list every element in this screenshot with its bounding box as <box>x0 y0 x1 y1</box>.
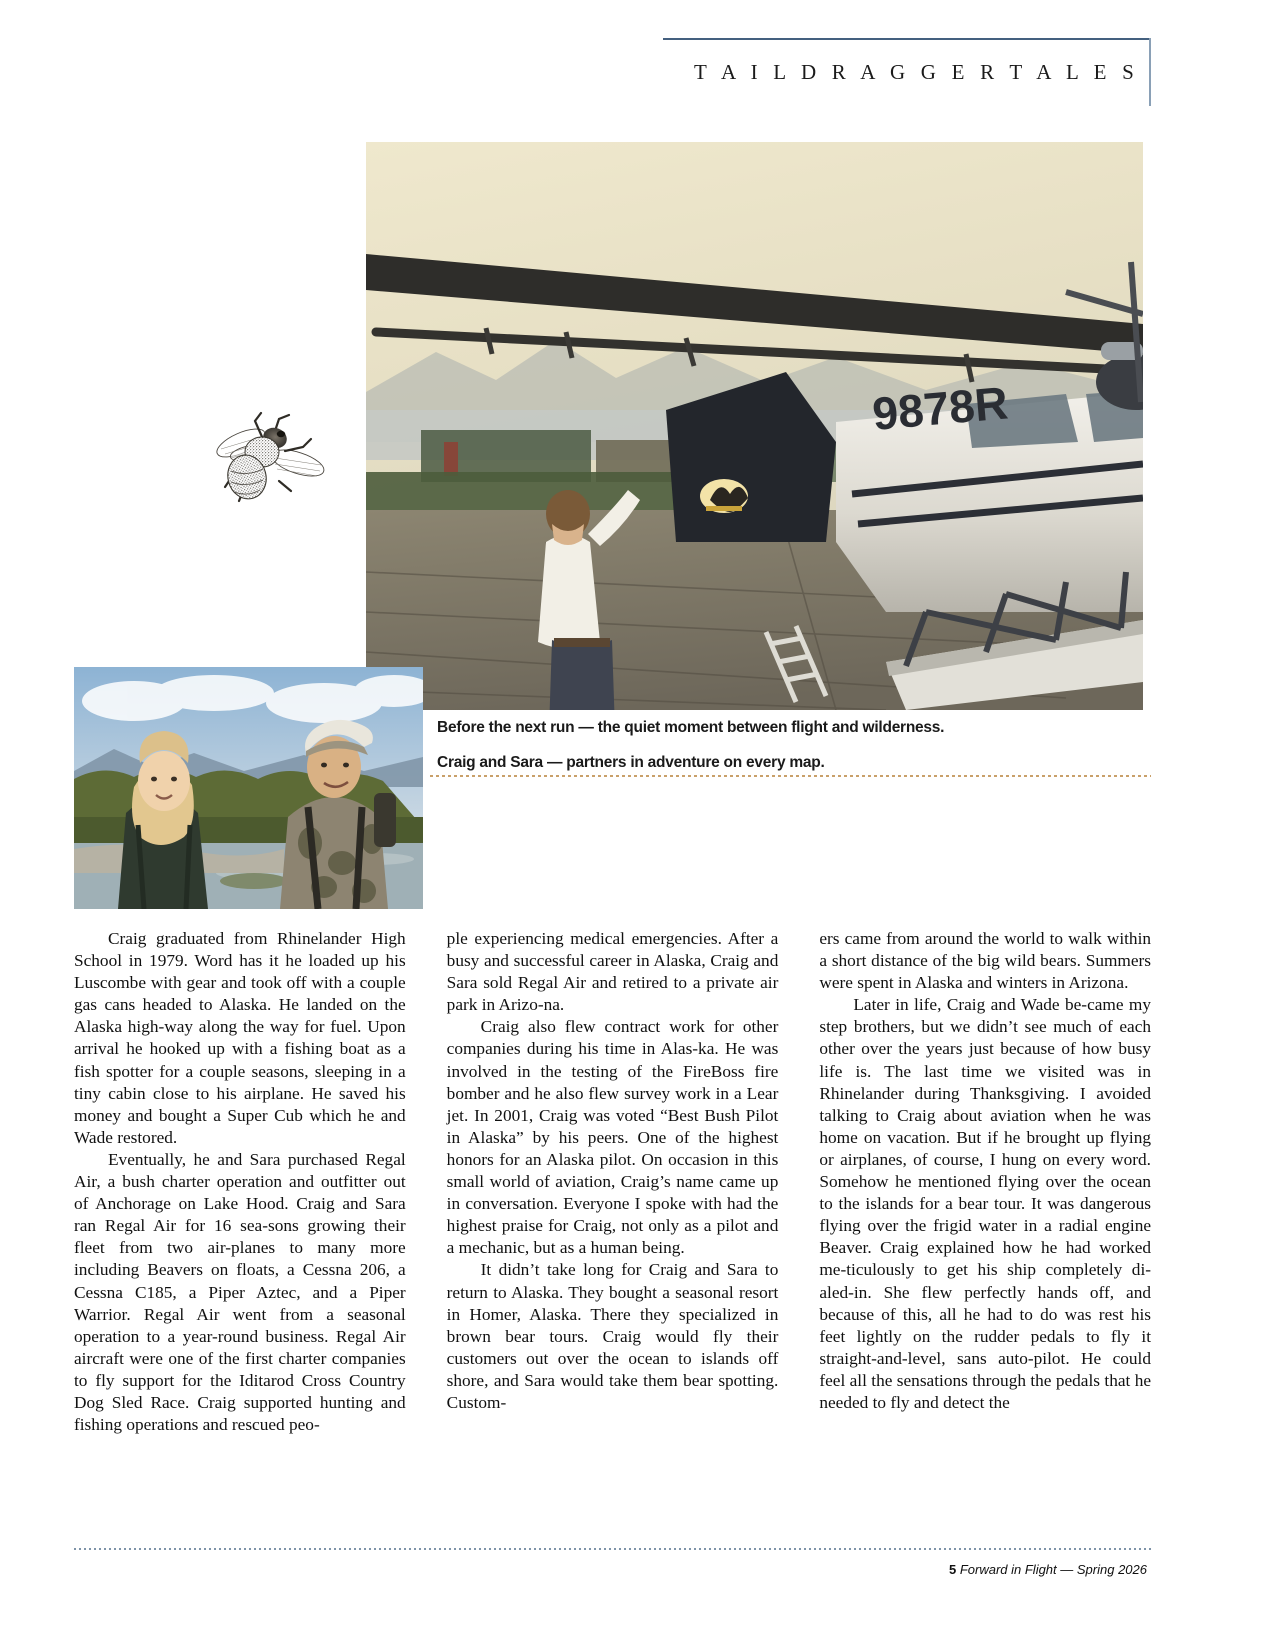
header-vertical-rule <box>1149 38 1151 106</box>
couple-photo <box>74 667 423 909</box>
caption-couple: Craig and Sara — partners in adventure on every map. <box>437 754 825 771</box>
paragraph: Craig graduated from Rhinelander High School in 1979. Word has it he loaded up his Luscombe with gear and took off with a couple gas cans headed to Alaska. He landed on the Alaska high-way along the way for fuel. Upon arrival he hooked up with a fishing boat as a fish spotter for a couple seasons, sleeping in a tiny cabin close to his airplane. He saved his money and bought a Super Cub which he and Wade restored. <box>74 929 406 1147</box>
publication-name: Forward in Flight — Spring 2026 <box>959 1562 1147 1577</box>
body-column-1 <box>74 928 406 1458</box>
body-column-3 <box>819 928 1151 1458</box>
caption-floatplane: Before the next run — the quiet moment between flight and wilderness. <box>437 719 945 736</box>
footer-dotted-rule <box>74 1548 1151 1550</box>
article-body <box>74 928 1151 1458</box>
body-column-2 <box>447 928 779 1458</box>
paragraph: Craig also flew contract work for other companies during his time in Alas-ka. He was involved in the testing of the FireBoss fire bomber and he also flew survey work in a Lear jet. In 2001, Craig was voted “Best Bush Pilot in Alaska” by his peers. One of the highest honors for an Alaska pilot. On occasion in this small world of aviation, Craig’s name came up in conversation. Everyone I spoke with had the highest praise for Craig, not only as a pilot and a mechanic, but as a human being. <box>446 1017 779 1258</box>
paragraph: ers came from around the world to walk within a short distance of the big wild bears. Summers were spent in Alaska and winters in Arizona. <box>819 929 1152 993</box>
page-title: T A I L D R A G G E R T A L E S <box>694 60 1139 84</box>
floatplane-photo <box>366 142 1143 710</box>
paragraph: It didn’t take long for Craig and Sara to return to Alaska. They bought a seasonal resort in Homer, Alaska. There they specialized in brown bear tours. Craig would fly their customers out over the ocean to islands off shore, and Sara would take them bear spotting. Custom- <box>446 1260 779 1412</box>
paragraph: Later in life, Craig and Wade be-came my step brothers, but we didn’t see much of each other over the years just because of how busy life is. The last time we visited was in Rhinelander during Thanksgiving. I avoided talking to Craig about aviation when he was home on vacation. But if he brought up flying or airplanes, of course, I hung on every word. Somehow he mentioned flying over the ocean to the islands for a bear tour. It was dangerous flying over the frigid water in a radial engine Beaver. Craig explained how he had worked me-ticulously to get his ship completely di-aled-in. She flew perfectly hands off, and because of this, all he had to do was rest his feet lightly on the rudder pedals to fly it straight-and-level, sans auto-pilot. He could feel all the sensations through the pedals that he needed to fly and detect the <box>819 995 1152 1412</box>
page-number: 5 <box>948 1562 957 1577</box>
caption-dotted-rule <box>430 775 1151 777</box>
header-horizontal-rule <box>663 38 1151 40</box>
running-header <box>663 38 1151 108</box>
paragraph: ple experiencing medical emergencies. After a busy and successful career in Alaska, Craig and Sara sold Regal Air and retired to a private air park in Arizo-na. <box>446 929 779 1015</box>
svg-text:9878R: 9878R <box>870 376 1010 440</box>
paragraph: Eventually, he and Sara purchased Regal Air, a bush charter operation and outfitter out of Anchorage on Lake Hood. Craig and Sara ran Regal Air for 16 sea-sons growing their fleet from two air-planes to many more including Beavers on floats, a Cessna 206, a Cessna C185, a Piper Aztec, and a Piper Warrior. Regal Air went from a seasonal operation to a year-round business. Regal Air aircraft were one of the first charter companies to fly support for the Iditarod Cross Country Dog Sled Race. Craig supported hunting and fishing operations and rescued peo- <box>74 1149 406 1435</box>
footer <box>949 1562 1147 1577</box>
bee-icon <box>205 395 330 510</box>
